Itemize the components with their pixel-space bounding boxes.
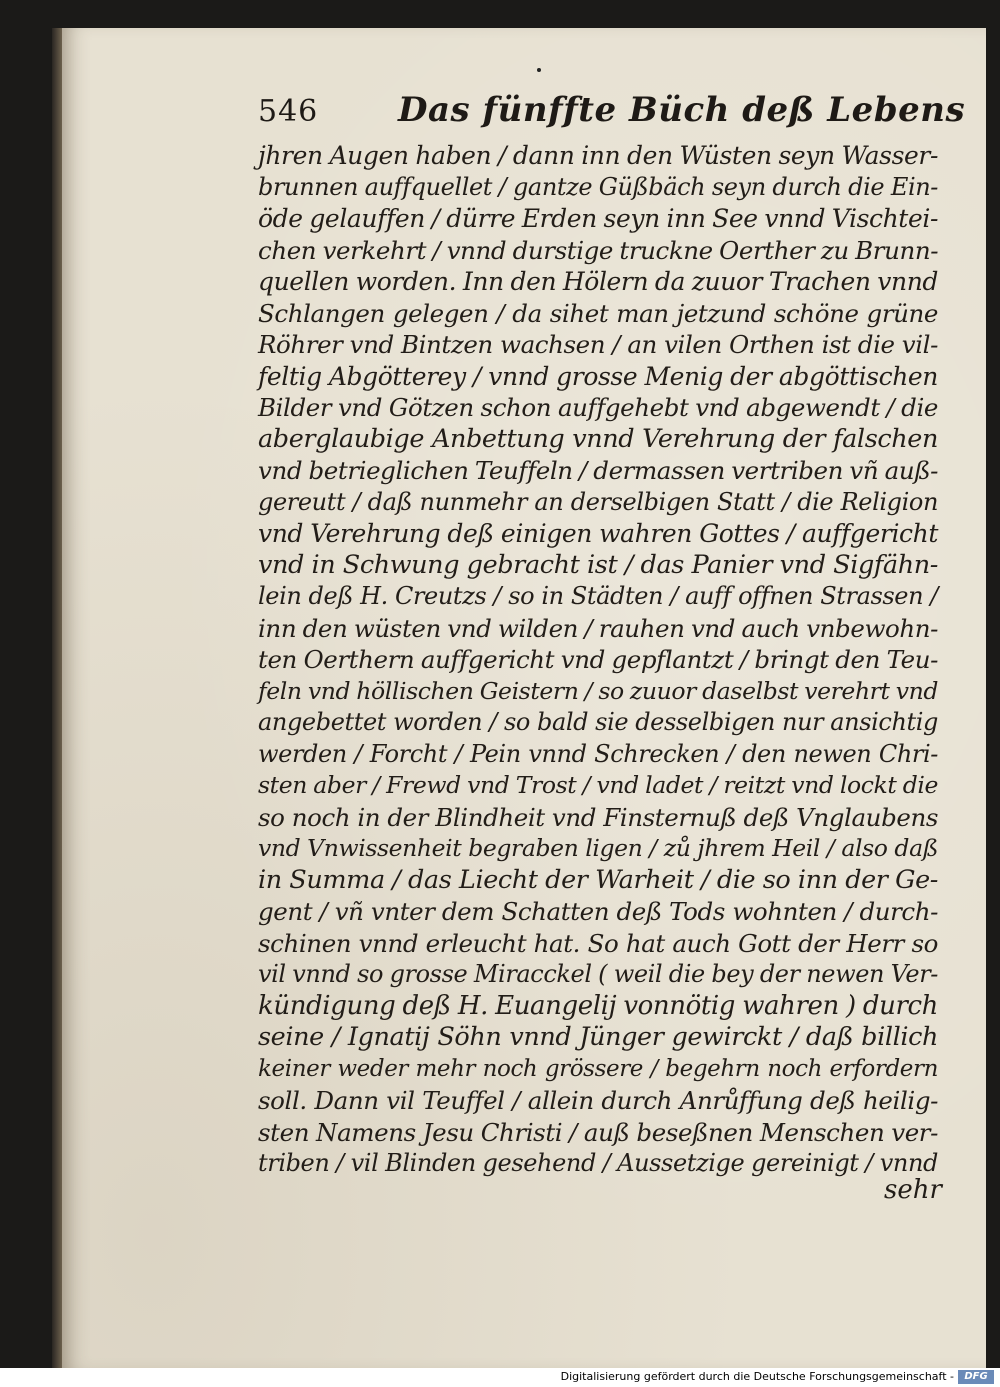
text-line: seine / Ignatij Söhn vnnd Jünger gewirckt / daß billich xyxy=(258,1022,938,1052)
text-line: feltig Abgötterey / vnnd grosse Menig der abgöttischen xyxy=(258,361,938,391)
text-line: soll. Dann vil Teuffel / allein durch Anrůffung deß heilig- xyxy=(258,1086,938,1115)
text-line: sten Namens Jesu Christi / auß beseßnen Menschen ver- xyxy=(258,1117,938,1147)
text-line: vnd betrieglichen Teuffeln / dermassen vertriben vñ auß- xyxy=(258,456,939,485)
text-line: brunnen auffquellet / gantze Güßbäch seyn durch die Ein- xyxy=(258,172,938,201)
text-line: sten aber / Frewd vnd Trost / vnd ladet / reitzt vnd lockt die xyxy=(258,771,938,799)
text-line: Schlangen gelegen / da sihet man jetzund schöne grüne xyxy=(258,298,938,328)
text-line: angebettet worden / so bald sie desselbigen nur ansichtig xyxy=(258,708,938,736)
text-line: ten Oerthern auffgericht vnd gepflantzt / bringt den Teu- xyxy=(258,645,938,674)
text-line: öde gelauffen / dürre Erden seyn inn See vnnd Vischtei- xyxy=(258,204,938,233)
text-line: werden / Forcht / Pein vnnd Schrecken / den newen Chri- xyxy=(258,739,938,768)
body-text xyxy=(258,140,938,1180)
text-line: feln vnd höllischen Geistern / so zuuor daselbst verehrt vnd xyxy=(258,676,938,705)
catchword: sehr xyxy=(884,1175,942,1205)
text-line: vnd in Schwung gebracht ist / das Panier vnd Sigfähn- xyxy=(258,549,938,580)
digitization-credit: Digitalisierung gefördert durch die Deutsche Forschungsgemeinschaft - xyxy=(560,1370,954,1383)
text-line: Röhrer vnd Bintzen wachsen / an vilen Orthen ist die vil- xyxy=(258,330,938,359)
text-line: kündigung deß H. Euangelij vonnötig wahren ) durch xyxy=(258,990,938,1021)
text-line: inn den wüsten vnd wilden / rauhen vnd auch vnbewohn- xyxy=(258,613,938,643)
text-line: gent / vñ vnter dem Schatten deß Tods wohnten / durch- xyxy=(258,897,938,926)
text-line: schinen vnnd erleucht hat. So hat auch Gott der Herr so xyxy=(258,928,938,958)
text-line: chen verkehrt / vnnd durstige truckne Oerther zu Brunn- xyxy=(258,235,939,265)
ink-dot xyxy=(537,68,541,72)
text-line: vnd Vnwissenheit begraben ligen / zů jhrem Heil / also daß xyxy=(258,834,938,862)
text-line: so noch in der Blindheit vnd Finsternuß deß Vnglaubens xyxy=(258,802,938,832)
text-line: aberglaubige Anbettung vnnd Verehrung der falschen xyxy=(258,423,938,454)
text-line: lein deß H. Creutzs / so in Städten / auff offnen Strassen / xyxy=(258,582,938,610)
dfg-logo: DFG xyxy=(958,1370,994,1384)
text-line: gereutt / daß nunmehr an derselbigen Statt / die Religion xyxy=(258,487,938,516)
text-line: triben / vil Blinden gesehend / Aussetzige gereinigt / vnnd xyxy=(258,1149,938,1177)
text-line: vnd Verehrung deß einigen wahren Gottes / auffgericht xyxy=(258,519,938,548)
text-line: keiner weder mehr noch grössere / begehrn noch erfordern xyxy=(258,1055,938,1082)
text-line: vil vnnd so grosse Miracckel ( weil die bey der newen Ver- xyxy=(258,960,938,988)
running-head: Das fünffte Büch deß Lebens xyxy=(398,90,966,130)
page-header xyxy=(258,86,966,132)
page-number: 546 xyxy=(258,94,319,129)
text-line: quellen worden. Inn den Hölern da zuuor Trachen vnnd xyxy=(258,267,938,296)
text-line: in Summa / das Liecht der Warheit / die so inn der Ge- xyxy=(258,864,938,895)
text-line: jhren Augen haben / dann inn den Wüsten seyn Wasser- xyxy=(258,141,938,170)
text-line: Bilder vnd Götzen schon auffgehebt vnd abgewendt / die xyxy=(258,393,938,422)
